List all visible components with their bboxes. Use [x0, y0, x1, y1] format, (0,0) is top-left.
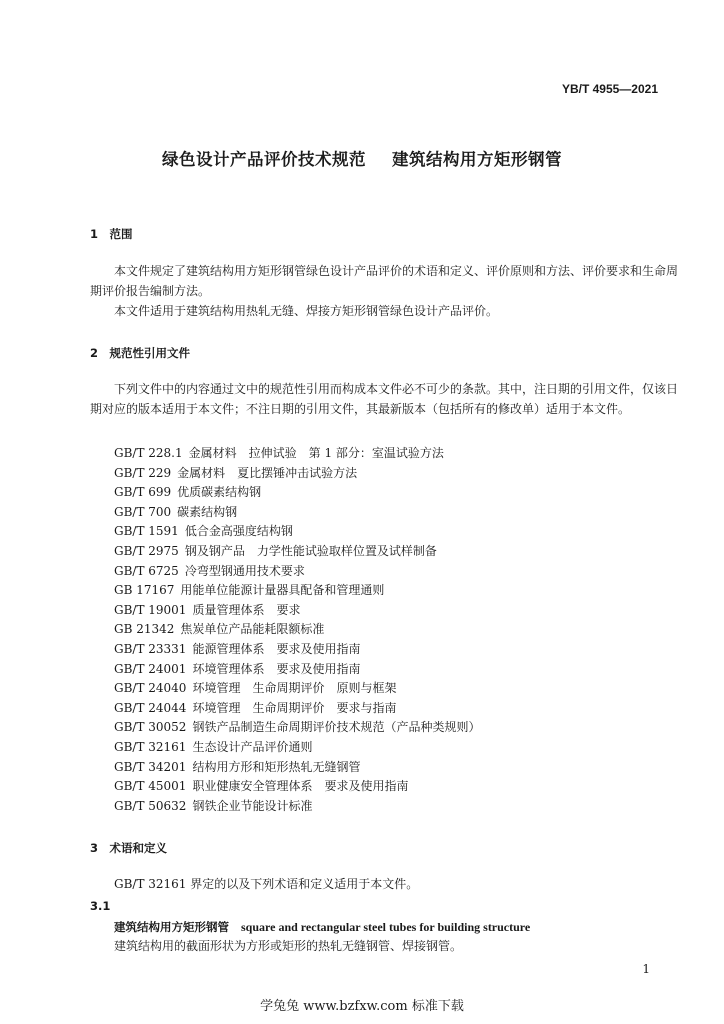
term-definition: 建筑结构用的截面形状为方形或矩形的热轧无缝钢管、焊接钢管。: [114, 939, 463, 953]
page-number: 1: [642, 962, 650, 976]
reference-item: [114, 503, 237, 520]
reference-code: GB/T 23331: [114, 642, 187, 656]
reference-title: 结构用方形和矩形热轧无缝钢管: [192, 759, 361, 774]
section1-para2: 本文件适用于建筑结构用热轧无缝、焊接方矩形钢管绿色设计产品评价。: [114, 304, 499, 318]
reference-code: GB/T 228.1: [114, 446, 183, 460]
reference-item: [114, 444, 444, 461]
term-en: square and rectangular steel tubes for building structure: [241, 920, 531, 934]
reference-code: GB/T 24040: [114, 681, 187, 696]
reference-item: [114, 718, 480, 735]
reference-title: 环境管理体系 要求及使用指南: [192, 661, 361, 676]
document-number: YB/T 4955—2021: [561, 82, 658, 96]
reference-item: [114, 699, 396, 716]
reference-item: [114, 464, 357, 481]
reference-code: GB 17167: [114, 583, 175, 598]
reference-title: 金属材料 夏比摆锤冲击试验方法: [177, 465, 358, 480]
reference-item: [114, 522, 293, 539]
reference-item: [114, 542, 437, 559]
section2-heading: 2 规范性引用文件: [90, 346, 191, 360]
reference-title: 职业健康安全管理体系 要求及使用指南: [192, 779, 409, 794]
reference-code: GB/T 19001: [114, 602, 187, 617]
reference-code: GB/T 1591: [114, 524, 179, 539]
reference-code: GB/T 700: [114, 504, 172, 519]
section2-intro: 下列文件中的内容通过文中的规范性引用而构成本文件必不可少的条款。其中，注日期的引用文件，仅该日期对应的版本适用于本文件；不注日期的引用文件，其最新版本（包括所有的修改单）适用于本文件。: [90, 382, 679, 416]
footer-watermark: 学兔兔 www.bzfxw.com 标准下载: [260, 999, 464, 1014]
reference-title: 冷弯型钢通用技术要求: [184, 563, 305, 578]
reference-title: 钢铁企业节能设计标准: [192, 798, 313, 813]
section3-heading: 3 术语和定义: [90, 841, 168, 855]
reference-title: 碳素结构钢: [177, 504, 238, 519]
reference-code: GB/T 229: [114, 465, 172, 480]
term-number: 3.1: [90, 899, 111, 913]
reference-item: [114, 601, 300, 618]
reference-title: 钢及钢产品 力学性能试验取样位置及试样制备: [184, 544, 437, 558]
reference-title: 环境管理 生命周期评价 原则与框架: [192, 681, 397, 696]
reference-item: [114, 640, 360, 657]
term-cn: 建筑结构用方矩形钢管: [114, 920, 229, 934]
reference-code: GB/T 24044: [114, 700, 187, 715]
reference-code: GB/T 34201: [114, 759, 187, 774]
reference-title: 焦炭单位产品能耗限额标准: [180, 622, 325, 637]
reference-title: 能源管理体系 要求及使用指南: [192, 642, 361, 656]
reference-item: [114, 797, 312, 814]
section3-intro: GB/T 32161 界定的以及下列术语和定义适用于本文件。: [114, 877, 419, 891]
reference-code: GB/T 50632: [114, 798, 187, 813]
reference-title: 环境管理 生命周期评价 要求与指南: [192, 700, 397, 715]
reference-code: GB/T 2975: [114, 544, 179, 558]
reference-item: [114, 738, 312, 755]
reference-title: 质量管理体系 要求: [192, 602, 301, 617]
reference-code: GB/T 45001: [114, 779, 187, 794]
reference-item: [114, 620, 324, 637]
document-title: [0, 146, 724, 170]
reference-title: 金属材料 拉伸试验 第 1 部分：室温试验方法: [188, 446, 444, 460]
reference-code: GB/T 32161: [114, 740, 187, 754]
reference-item: [114, 777, 408, 794]
reference-title: 钢铁产品制造生命周期评价技术规范（产品种类规则）: [192, 720, 481, 735]
reference-title: 优质碳素结构钢: [177, 485, 262, 500]
term-heading: [114, 919, 530, 935]
title-part1: 绿色设计产品评价技术规范: [162, 150, 366, 169]
reference-item: [114, 581, 384, 598]
reference-item: [114, 758, 360, 775]
reference-item: [114, 483, 261, 500]
reference-code: GB/T 30052: [114, 720, 187, 735]
reference-code: GB/T 6725: [114, 563, 179, 578]
reference-title: 用能单位能源计量器具配备和管理通则: [180, 583, 385, 598]
title-part2: 建筑结构用方矩形钢管: [392, 150, 562, 169]
section1-para1: 本文件规定了建筑结构用方矩形钢管绿色设计产品评价的术语和定义、评价原则和方法、评价要求和生命周期评价报告编制方法。: [90, 264, 679, 298]
reference-item: [114, 679, 396, 696]
reference-code: GB 21342: [114, 622, 175, 637]
reference-code: GB/T 24001: [114, 661, 187, 676]
section1-heading: 1 范围: [90, 227, 133, 241]
reference-item: [114, 660, 360, 677]
reference-title: 生态设计产品评价通则: [192, 740, 313, 754]
reference-item: [114, 562, 305, 579]
reference-title: 低合金高强度结构钢: [184, 524, 293, 539]
reference-code: GB/T 699: [114, 485, 172, 500]
